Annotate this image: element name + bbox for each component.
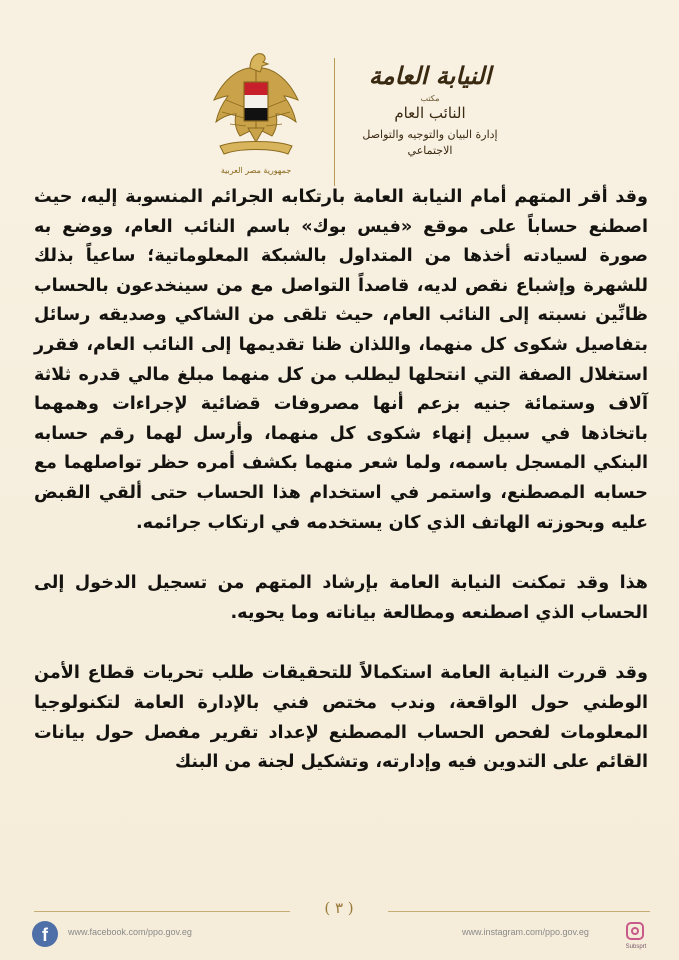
footer-rule-right — [388, 911, 650, 912]
emblem-caption: جمهورية مصر العربية — [220, 166, 292, 175]
eagle-emblem-icon — [206, 38, 306, 158]
facebook-link[interactable]: www.facebook.com/ppo.gov.eg — [68, 927, 192, 937]
header-divider — [334, 58, 335, 186]
facebook-icon[interactable]: f — [32, 921, 58, 947]
statement-body — [34, 183, 648, 778]
office-name: النائب العام — [394, 104, 466, 122]
page-number: ( ٣ ) — [324, 899, 354, 917]
footer-rule-left — [34, 911, 290, 912]
paragraph-1: وقد أقر المتهم أمام النيابة العامة بارتكابه الجرائم المنسوبة إليه، حيث اصطنع حساباً على موقع «فيس بوك» باسم النائب العام، ووضع به صورة لسيادته أخذها من المتداول بالشبكة المعلوماتية؛ ساعياً بذلك للشهرة وإشباع نقص لديه، قاصداً التواصل مع من سينخدعون بالحساب ظانِّين نسبته إلى النائب العام، حيث تلقى من الشاكي وصديقه رسائل بتفاصيل شكوى كل منهما، واللذان ظنا تقديمها إلى النائب العام، فقرر استغلال الصفة التي انتحلها ليطلب من كل منهما مبلغ مالي قدره ثلاثة آلاف وستمائة جنيه بزعم أنها مصروفات قضائية لإجراءات وهمهما باتخاذها في سبيل إنهاء شكوى كل منهما، وأرسل لهما رقم حسابه البنكي المسجل باسمه، ولما شعر منهما بكشف أمره حظر تواصلهما مع حسابه المصطنع، واستمر في استخدام هذا الحساب حتى ألقي القبض عليه وبحوزته الهاتف الذي كان يستخدمه في ارتكاب جرائمه. — [34, 187, 648, 533]
instagram-icon[interactable] — [626, 922, 644, 940]
paragraph-2: هذا وقد تمكنت النيابة العامة بإرشاد المتهم من تسجيل الدخول إلى الحساب الذي اصطنعه ومطالعة بياناته وما يحويه. — [34, 573, 648, 623]
instagram-caption: Subsprt — [625, 944, 647, 950]
instagram-link[interactable]: www.instagram.com/ppo.gov.eg — [462, 927, 589, 937]
paragraph-3: وقد قررت النيابة العامة استكمالاً للتحقيقات طلب تحريات قطاع الأمن الوطني حول الواقعة، وندب مختص فني بالإدارة العامة لتكنولوجيا المعلومات لفحص الحساب المصطنع لإعداد تقرير مفصل حول بيانات القائم على التدوين فيه وإدارته، وتشكيل لجنة من البنك — [34, 663, 648, 773]
authority-block — [350, 60, 510, 159]
office-label: مكتب — [420, 94, 440, 103]
letterhead — [0, 28, 679, 175]
authority-title: النيابة العامة — [368, 61, 492, 90]
department-name: إدارة البيان والتوجيه والتواصل الاجتماعي — [362, 128, 498, 157]
